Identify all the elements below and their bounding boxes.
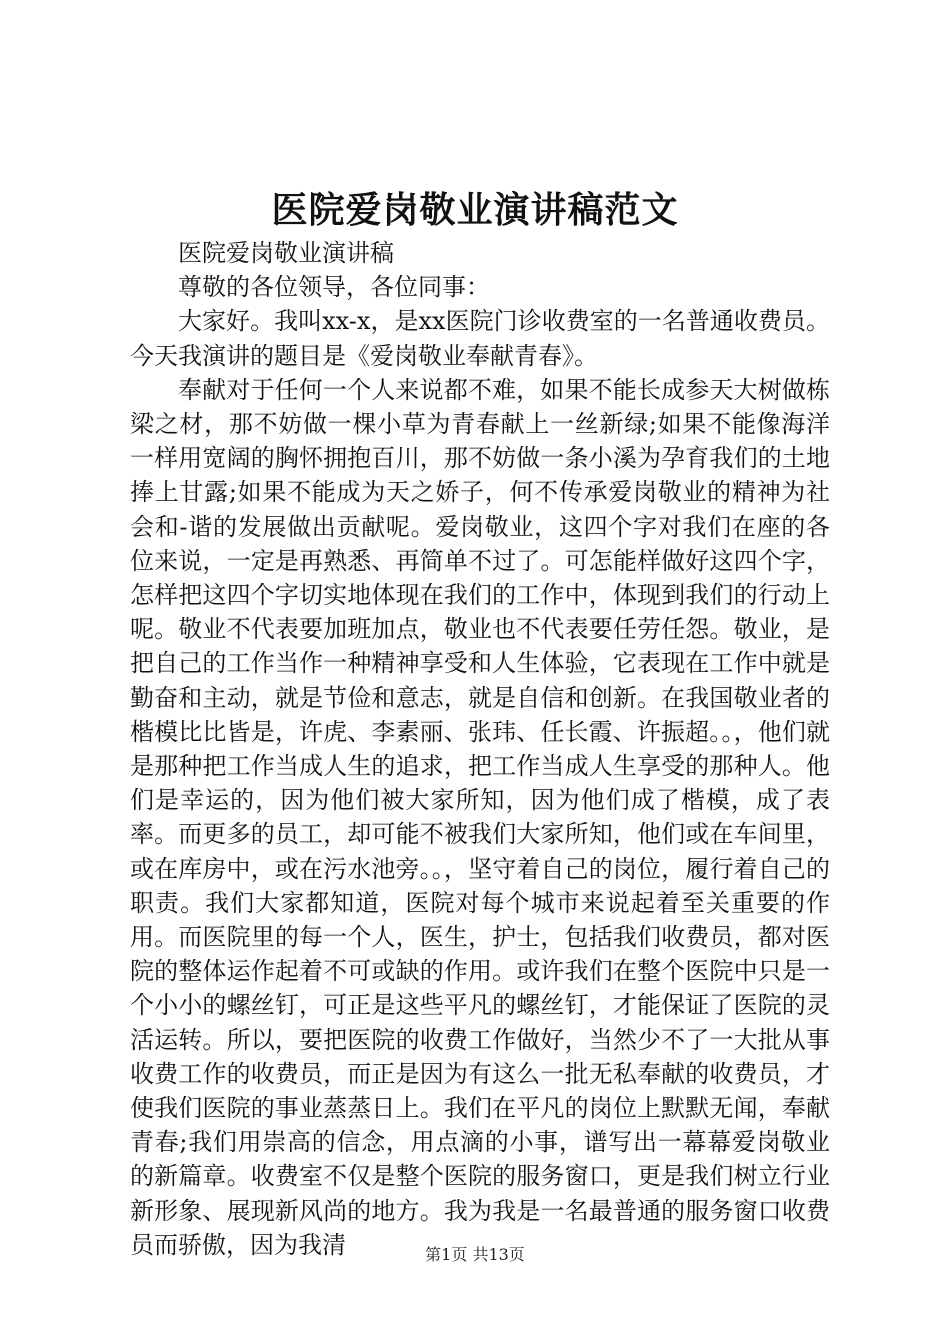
- paragraph-salutation: 尊敬的各位领导，各位同事：: [178, 273, 490, 302]
- paragraph-main: 奉献对于任何一个人来说都不难，如果不能长成参天大树做栋梁之材，那不妨做一棵小草为青春献上一丝新绿;如果不能像海洋一样用宽阔的胸怀拥抱百川，那不妨做一条小溪为孕育我们的土地捧上甘露;如果不能成为天之娇子，何不传承爱岗敬业的精神为社会和-谐的发展做出贡献呢。爱岗敬业，这四个字对我们在座的各位来说，一定是再熟悉、再简单不过了。可怎能样做好这四个字，怎样把这四个字切实地体现在我们的工作中，体现到我们的行动上呢。敬业不代表要加班加点，敬业也不代表要任劳任怨。敬业，是把自己的工作当作一种精神享受和人生体验，它表现在工作中就是勤奋和主动，就是节俭和意志，就是自信和创新。在我国敬业者的楷模比比皆是，许虎、李素丽、张玮、任长霞、许振超。。，他们就是那种把工作当成人生的追求，把工作当成人生享受的那种人。他们是幸运的，因为他们被大家所知，因为他们成了楷模，成了表率。而更多的员工，却可能不被我们大家所知，他们或在车间里，或在库房中，或在污水池旁。。，坚守着自己的岗位，履行着自己的职责。我们大家都知道，医院对每个城市来说起着至关重要的作用。而医院里的每一个人，医生，护士，包括我们收费员，都对医院的整体运作起着不可或缺的作用。或许我们在整个医院中只是一个小小的螺丝钉，可正是这些平凡的螺丝钉，才能保证了医院的灵活运转。所以，要把医院的收费工作做好，当然少不了一大批从事收费工作的收费员，而正是因为有这么一批无私奉献的收费员，才使我们医院的事业蒸蒸日上。我们在平凡的岗位上默默无闻，奉献青春;我们用崇高的信念，用点滴的小事，谱写出一幕幕爱岗敬业的新篇章。收费室不仅是整个医院的服务窗口，更是我们树立行业新形象、展现新风尚的地方。我为我是一名最普通的服务窗口收费员而骄傲，因为我清: [130, 375, 830, 1259]
- paragraph-introduction: 大家好。我叫xx-x，是xx医院门诊收费室的一名普通收费员。今天我演讲的题目是《爱岗敬业奉献青春》。: [130, 307, 830, 370]
- document-title: 医院爱岗敬业演讲稿范文: [271, 189, 679, 231]
- page-footer: 第1页 共13页: [425, 1245, 525, 1264]
- paragraph-subtitle: 医院爱岗敬业演讲稿: [178, 239, 394, 267]
- document-body: [130, 236, 830, 1262]
